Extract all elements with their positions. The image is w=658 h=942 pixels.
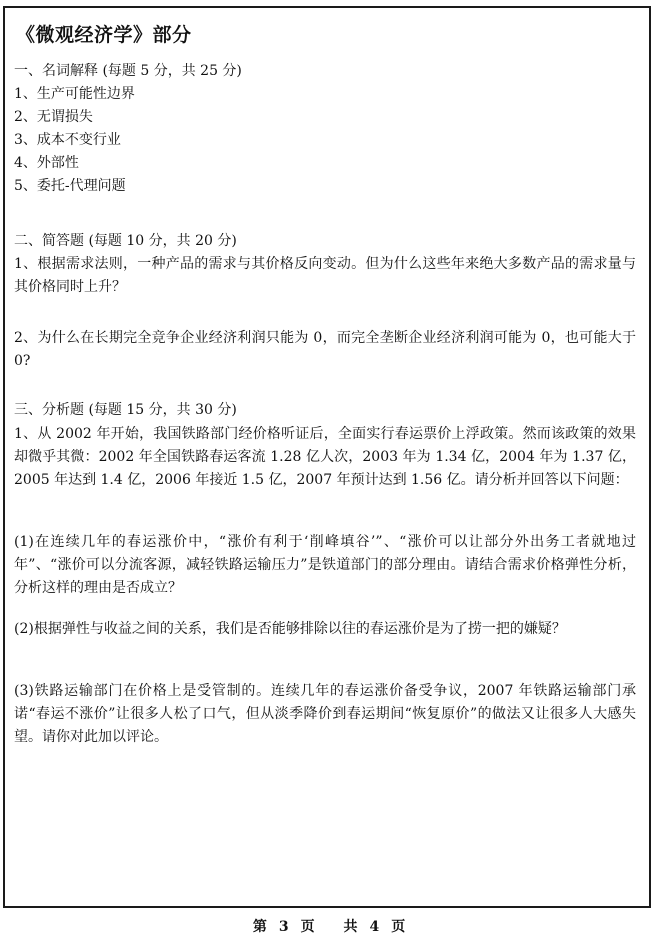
- term-item-1: 1、生产可能性边界: [14, 86, 135, 102]
- page-word: 页: [300, 919, 315, 935]
- total-word: 页: [391, 919, 406, 935]
- term-item-3: 3、成本不变行业: [14, 132, 121, 148]
- page-title: 《微观经济学》部分: [16, 24, 192, 46]
- section-1-heading: 一、名词解释 (每题 5 分，共 25 分): [14, 63, 242, 79]
- analysis-subquestion-1: (1)在连续几年的春运涨价中，“涨价有利于‘削峰填谷’”、“涨价可以让部分外出务工者就地过年”、“涨价可以分流客源，减轻铁路运输压力”是铁道部门的部分理由。请结合需求价格弹性分析，分析这样的理由是否成立？: [14, 534, 636, 596]
- term-item-4: 4、外部性: [14, 155, 79, 171]
- section-2-heading: 二、简答题 (每题 10 分，共 20 分): [14, 233, 237, 249]
- analysis-question-1-intro: 1、从 2002 年开始，我国铁路部门经价格听证后，全面实行春运票价上浮政策。然而该政策的效果却微乎其微：2002 年全国铁路春运客流 1.28 亿人次，2003 年为 1.34 亿，2004 年为 1.37 亿，2005 年达到 1.4 亿，2006 年接近 1.5 亿，2007 年预计达到 1.56 亿。请分析并回答以下问题：: [14, 426, 636, 488]
- analysis-subquestion-2: (2)根据弹性与收益之间的关系，我们是否能够排除以往的春运涨价是为了捞一把的嫌疑？: [14, 621, 566, 637]
- short-answer-question-1: 1、根据需求法则，一种产品的需求与其价格反向变动。但为什么这些年来绝大多数产品的需求量与其价格同时上升？: [14, 256, 636, 295]
- page-number: 3: [278, 919, 289, 935]
- term-item-5: 5、委托-代理问题: [14, 178, 126, 194]
- term-item-2: 2、无谓损失: [14, 109, 93, 125]
- short-answer-question-2: 2、为什么在长期完全竞争企业经济利润只能为 0，而完全垄断企业经济利润可能为 0，也可能大于 0?: [14, 330, 636, 369]
- section-3-heading: 三、分析题 (每题 15 分，共 30 分): [14, 402, 237, 418]
- total-pages: 4: [369, 919, 380, 935]
- analysis-subquestion-3: (3)铁路运输部门在价格上是受管制的。连续几年的春运涨价备受争议，2007 年铁路运输部门承诺“春运不涨价”让很多人松了口气，但从淡季降价到春运期间“恢复原价”的做法又让很多人大感失望。请你对此加以评论。: [14, 683, 636, 745]
- page-prefix: 第: [252, 919, 267, 935]
- page-footer: [0, 916, 658, 936]
- total-prefix: 共: [343, 919, 358, 935]
